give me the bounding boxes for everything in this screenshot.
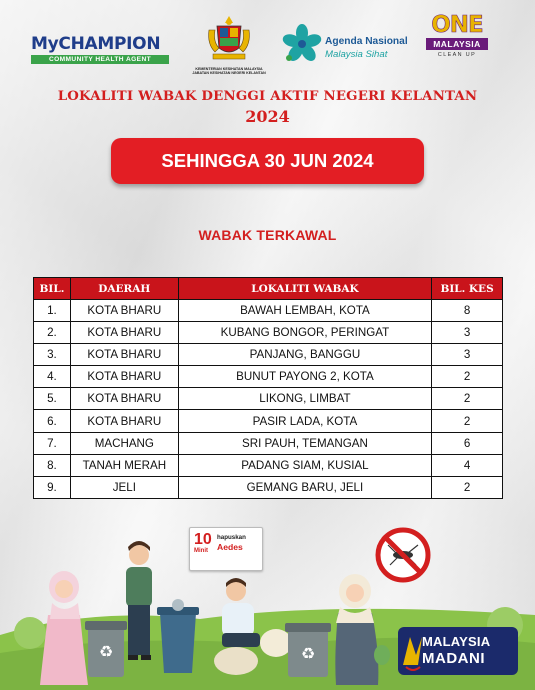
cell-bil: 6. <box>34 410 71 432</box>
mychampion-tagline: COMMUNITY HEALTH AGENT <box>31 55 169 64</box>
cell-daerah: KOTA BHARU <box>70 344 178 366</box>
malaysia-madani-logo <box>398 627 518 675</box>
coat-of-arms-icon <box>203 14 255 62</box>
svg-text:♻: ♻ <box>300 644 316 663</box>
table-row <box>34 432 503 454</box>
cell-daerah: KOTA BHARU <box>70 388 178 410</box>
cell-daerah: KOTA BHARU <box>70 300 178 322</box>
cell-bil: 3. <box>34 344 71 366</box>
cell-lokaliti: BUNUT PAYONG 2, KOTA <box>178 366 431 388</box>
cell-bil: 7. <box>34 432 71 454</box>
one-malaysia-logo <box>424 14 490 76</box>
agenda-line1: Agenda Nasional <box>325 36 408 47</box>
cell-daerah: KOTA BHARU <box>70 366 178 388</box>
date-banner <box>111 138 424 184</box>
cell-kes: 2 <box>432 410 503 432</box>
cell-bil: 4. <box>34 366 71 388</box>
poster-line2: Aedes <box>217 542 243 552</box>
one-word: ONE <box>431 12 483 38</box>
cell-bil: 5. <box>34 388 71 410</box>
kkm-logo <box>189 14 269 76</box>
page-title: LOKALITI WABAK DENGGI AKTIF NEGERI KELANTAN <box>57 89 478 104</box>
boy-kneeling <box>222 578 260 647</box>
table-row <box>34 344 503 366</box>
kkm-line2: JABATAN KESIHATAN NEGERI KELANTAN <box>192 71 266 76</box>
page-year: 2024 <box>245 107 290 126</box>
madani-line2: MADANI <box>422 650 485 667</box>
girl-hijab-left <box>40 571 88 685</box>
cell-bil: 1. <box>34 300 71 322</box>
status-label: WABAK TERKAWAL <box>198 227 337 243</box>
table-header-row <box>34 278 503 300</box>
cell-lokaliti: PASIR LADA, KOTA <box>178 410 431 432</box>
cell-lokaliti: BAWAH LEMBAH, KOTA <box>178 300 431 322</box>
date-banner-text: SEHINGGA 30 JUN 2024 <box>161 150 374 171</box>
svg-text:♻: ♻ <box>98 642 114 661</box>
table-row <box>34 476 503 498</box>
table-row <box>34 300 503 322</box>
cell-lokaliti: PANJANG, BANGGU <box>178 344 431 366</box>
trash-bag <box>260 629 292 657</box>
bush <box>14 617 46 649</box>
cell-lokaliti: SRI PAUH, TEMANGAN <box>178 432 431 454</box>
mychampion-prefix: My <box>31 34 59 54</box>
kkm-line1: KEMENTERIAN KESIHATAN MALAYSIA <box>195 67 263 71</box>
cell-lokaliti: GEMANG BARU, JELI <box>178 476 431 498</box>
poster-line1: hapuskan <box>217 534 246 541</box>
cell-kes: 3 <box>432 322 503 344</box>
table-row <box>34 388 503 410</box>
poster-unit: Minit <box>194 548 208 554</box>
madani-line1: MALAYSIA <box>422 634 491 649</box>
recycle-bin-left <box>85 621 127 677</box>
cell-bil: 2. <box>34 322 71 344</box>
hibiscus-icon <box>280 22 324 66</box>
cell-kes: 8 <box>432 300 503 322</box>
cell-daerah: MACHANG <box>70 432 178 454</box>
header-daerah: DAERAH <box>70 278 178 300</box>
cell-kes: 2 <box>432 366 503 388</box>
header-kes: BIL. KES <box>432 278 503 300</box>
cell-daerah: KOTA BHARU <box>70 322 178 344</box>
mychampion-logo <box>31 34 171 64</box>
table-row <box>34 454 503 476</box>
outbreak-table <box>33 277 503 499</box>
one-tagline: CLEAN UP <box>437 52 477 58</box>
poster-number: 10 <box>194 531 212 548</box>
boy-standing <box>126 541 152 660</box>
cell-lokaliti: KUBANG BONGOR, PERINGAT <box>178 322 431 344</box>
cell-kes: 2 <box>432 476 503 498</box>
one-country: MALAYSIA <box>426 38 488 50</box>
cell-daerah: JELI <box>70 476 178 498</box>
agenda-line2: Malaysia Sihat <box>325 49 388 60</box>
agenda-nasional-logo <box>280 22 410 66</box>
table-row <box>34 366 503 388</box>
cell-kes: 2 <box>432 388 503 410</box>
header-bil: BIL. <box>34 278 71 300</box>
trash-bag <box>214 647 258 675</box>
cell-lokaliti: LIKONG, LIMBAT <box>178 388 431 410</box>
hapuskan-aedes-poster <box>189 527 263 571</box>
cell-kes: 3 <box>432 344 503 366</box>
table-row <box>34 322 503 344</box>
table-row <box>34 410 503 432</box>
cell-kes: 6 <box>432 432 503 454</box>
no-mosquito-sign-icon <box>378 530 428 580</box>
cell-bil: 8. <box>34 454 71 476</box>
header-lokaliti: LOKALITI WABAK <box>178 278 431 300</box>
mychampion-name: CHAMPION <box>58 34 161 54</box>
trash-bin-center <box>157 599 199 673</box>
cell-daerah: TANAH MERAH <box>70 454 178 476</box>
cell-daerah: KOTA BHARU <box>70 410 178 432</box>
cell-lokaliti: PADANG SIAM, KUSIAL <box>178 454 431 476</box>
cell-kes: 4 <box>432 454 503 476</box>
cell-bil: 9. <box>34 476 71 498</box>
recycle-bin-right <box>285 623 331 677</box>
